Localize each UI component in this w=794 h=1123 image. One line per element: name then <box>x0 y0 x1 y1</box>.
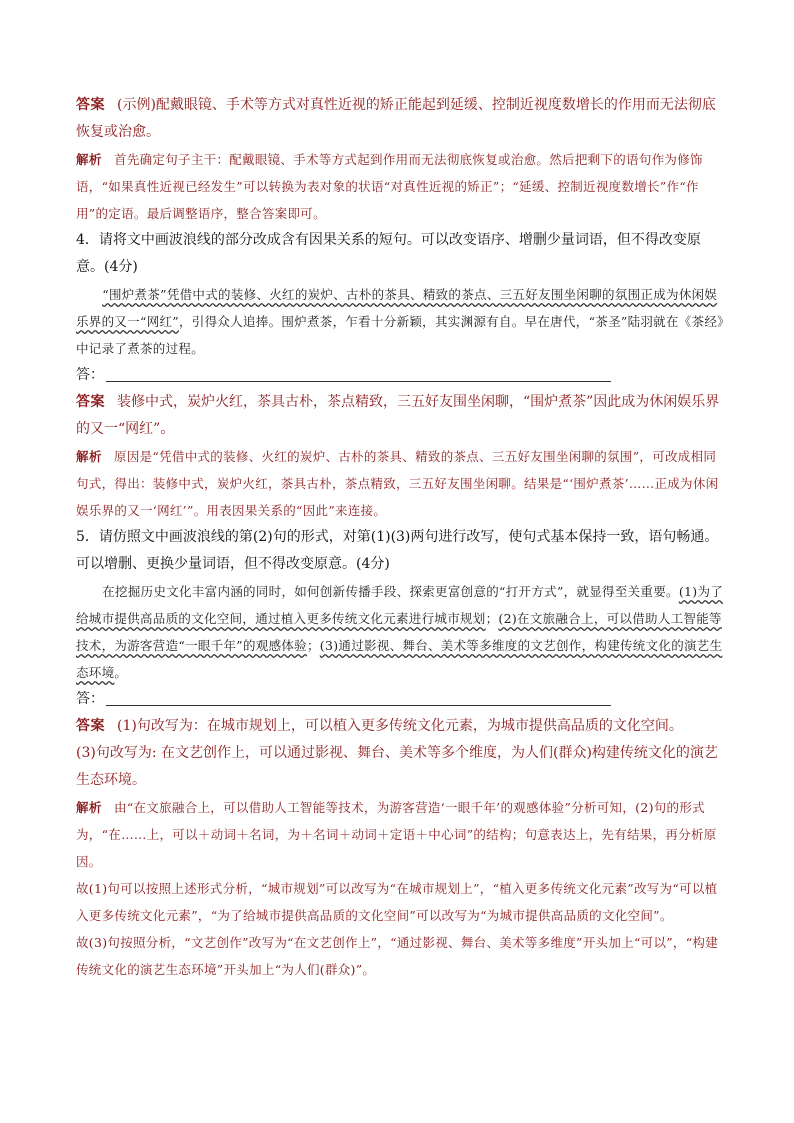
separator: ； <box>485 611 499 626</box>
analysis-label: 解析 <box>76 449 103 464</box>
q5-answer-3: (3)句改写为: 在文艺创作上，可以通过影视、舞台、美术等多个维度，为人们(群众)构建传统文化的演艺生态环境。 <box>76 745 718 788</box>
q5-answer <box>76 713 726 740</box>
q4-question: 4．请将文中画波浪线的部分改成含有因果关系的短句。可以改变语序、增删少量词语，但不得改变原意。(4分) <box>76 232 701 275</box>
q4-answer <box>76 389 726 443</box>
analysis-label: 解析 <box>76 800 103 815</box>
answer-text: (示例)配戴眼镜、手术等方式对真性近视的矫正能起到延缓、控制近视度数增长的作用而无法彻底恢复或治愈。 <box>76 97 716 140</box>
blank-label: 答： <box>76 367 104 383</box>
answer-line[interactable] <box>106 380 611 382</box>
q5-question: 5．请仿照文中画波浪线的第(2)句的形式，对第(1)(3)两句进行改写，使句式基本保持一致，语句畅通。可以增删、更换少量词语，但不得改变原意。(4分) <box>76 529 719 572</box>
q3-answer <box>76 92 726 146</box>
analysis-text-1: 由“在文旅融合上，可以借助人工智能等技术，为游客营造‘一眼千年’的观感体验”分析可知，(2)句的形式为，“在……上，可以＋动词＋名词，为＋名词＋动词＋定语＋中心词”的结构；句意表达上，先有结果，再分析原因。 <box>76 800 717 869</box>
wavy-underlined-text: “围炉煮茶”凭借中式的装修、火红的炭炉、古朴的茶具、精致的茶点、三五好友围坐闲聊的氛围正成为休闲娱乐界的又一“网红” <box>76 287 718 329</box>
analysis-label: 解析 <box>76 152 103 167</box>
q5-analysis <box>76 794 726 875</box>
q4-analysis <box>76 443 726 524</box>
q3-analysis <box>76 146 726 227</box>
q5-analysis-3: 故(3)句按照分析，“文艺创作”改写为“在文艺创作上”，“通过影视、舞台、美术等多维度”开头加上“可以”，“构建传统文化的演艺生态环境”开头加上“为人们(群众)”。 <box>76 935 719 977</box>
blank-label: 答： <box>76 691 104 707</box>
q4-passage <box>76 281 726 362</box>
passage-text: 在挖掘历史文化丰富内涵的同时，如何创新传播手段、探索更富创意的“打开方式”，就显得至关重要。 <box>102 584 679 599</box>
q5-passage <box>76 578 726 686</box>
analysis-text: 原因是“凭借中式的装修、火红的炭炉、古朴的茶具、精致的茶点、三五好友围坐闲聊的氛围”，可改成相同句式，得出：装修中式，炭炉火红，茶具古朴，茶点精致，三五好友围坐闲聊。结果是“‘围炉煮茶’……正成为休闲娱乐界的又一‘网红’”。用表因果关系的“因此”来连接。 <box>76 449 719 518</box>
q4-answer-blank[interactable] <box>76 362 726 389</box>
passage-text: ，引得众人追捧。围炉煮茶，乍看十分新颖，其实渊源有自。早在唐代，“茶圣”陆羽就在《茶经》中记录了煮茶的过程。 <box>76 314 724 356</box>
separator: ； <box>306 638 320 653</box>
answer-label: 答案 <box>76 97 105 113</box>
answer-text: 装修中式，炭炉火红，茶具古朴，茶点精致，三五好友围坐闲聊，“围炉煮茶”因此成为休闲娱乐界的又一“网红”。 <box>76 394 720 437</box>
wavy-sentence-2: (2)在文旅融合上，可以借助人工智能等技术，为游客营造“一眼千年”的观感体验 <box>76 611 722 653</box>
q5-analysis-2: 故(1)句可以按照上述形式分析，“城市规划”可以改写为“在城市规划上”，“植入更多传统文化元素”改写为“可以植入更多传统文化元素”，“为了给城市提供高品质的文化空间”可以改写为“为城市提供高品质的文化空间”。 <box>76 881 718 923</box>
answer-line[interactable] <box>106 704 611 706</box>
document-page <box>76 92 726 983</box>
q5-answer-blank[interactable] <box>76 686 726 713</box>
answer-text-1: (1)句改写为：在城市规划上，可以植入更多传统文化元素，为城市提供高品质的文化空间。 <box>117 718 683 734</box>
wavy-sentence-3: (3)通过影视、舞台、美术等多维度的文艺创作，构建传统文化的演艺生态环境 <box>76 638 723 680</box>
wavy-sentence-1: (1)为了给城市提供高品质的文化空间，通过植入更多传统文化元素进行城市规划 <box>76 584 724 626</box>
answer-label: 答案 <box>76 394 105 410</box>
answer-label: 答案 <box>76 718 105 734</box>
analysis-text: 首先确定句子主干：配戴眼镜、手术等方式起到作用而无法彻底恢复或治愈。然后把剩下的语句作为修饰语，“如果真性近视已经发生”可以转换为表对象的状语“对真性近视的矫正”；“延缓、控制近视度数增长”作“作用”的定语。最后调整语序，整合答案即可。 <box>76 152 703 221</box>
passage-end: 。 <box>114 665 128 680</box>
